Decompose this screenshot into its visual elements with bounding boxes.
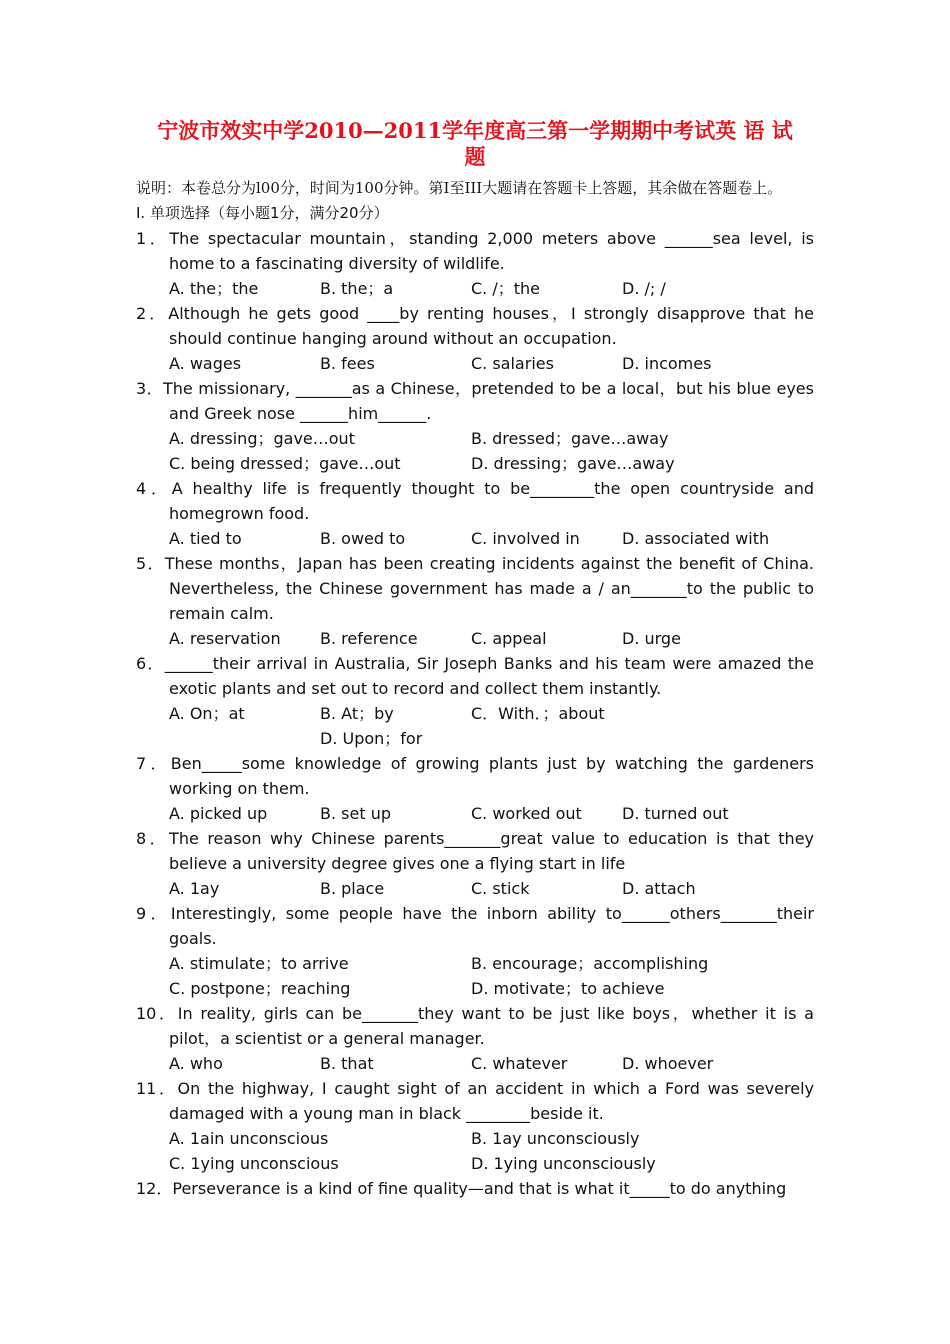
- options-row: [136, 1051, 814, 1076]
- option-b: B. 1ay unconsciously: [471, 1129, 640, 1148]
- question-6: [136, 651, 814, 751]
- question-stem: 11．On the highway, I caught sight of an accident in which a Ford was severely damaged with a young man in black ________beside it.: [136, 1079, 814, 1123]
- option-c: C. postpone；reaching: [169, 979, 351, 998]
- options-row: [169, 726, 814, 751]
- title-line-1: 宁波市效实中学2010—2011学年度高三第一学期期中考试英 语 试: [157, 118, 793, 143]
- question-9: [136, 901, 814, 1001]
- question-stem: 1．The spectacular mountain，standing 2,000 meters above ______sea level, is home to a fascinating diversity of wildlife.: [136, 229, 814, 273]
- option-c: C. /；the: [471, 279, 540, 298]
- question-4: [136, 476, 814, 551]
- title-line-2: 题: [464, 144, 486, 169]
- question-stem: 7．Ben_____some knowledge of growing plants just by watching the gardeners working on them.: [136, 754, 814, 798]
- option-d: D. whoever: [622, 1054, 714, 1073]
- question-11: [136, 1076, 814, 1176]
- option-c: C. being dressed；gave…out: [169, 454, 401, 473]
- question-12: [136, 1176, 814, 1201]
- options-row: [169, 701, 814, 726]
- option-a: A. tied to: [169, 529, 242, 548]
- option-a: A. stimulate；to arrive: [169, 954, 349, 973]
- option-a: A. 1ain unconscious: [169, 1129, 329, 1148]
- option-d: D. 1ying unconsciously: [471, 1154, 656, 1173]
- option-b: B. At；by: [320, 704, 394, 723]
- option-d: D. incomes: [622, 354, 712, 373]
- option-c: C. worked out: [471, 804, 582, 823]
- question-stem: 4．A healthy life is frequently thought to be________the open countryside and homegrown food.: [136, 479, 815, 523]
- options-row: [136, 526, 814, 551]
- option-b: B. place: [320, 879, 385, 898]
- option-c: C. involved in: [471, 529, 580, 548]
- options-row: [136, 801, 814, 826]
- options-row: [136, 976, 814, 1001]
- question-stem: 8．The reason why Chinese parents_______great value to education is that they believe a university degree gives one a flying start in life: [136, 829, 814, 873]
- question-stem: 5．These months，Japan has been creating incidents against the benefit of China. Nevertheless, the Chinese government has made a / an_______to the public to remain calm.: [136, 554, 814, 623]
- question-8: [136, 826, 814, 901]
- question-stem: 2．Although he gets good ____by renting houses，I strongly disapprove that he should continue hanging around without an occupation.: [136, 304, 814, 348]
- question-5: [136, 551, 814, 651]
- option-d: D. /; /: [622, 279, 666, 298]
- option-c: C. whatever: [471, 1054, 568, 1073]
- question-stem: 9．Interestingly, some people have the inborn ability to______others_______their goals.: [136, 904, 814, 948]
- option-a: A. the；the: [169, 279, 259, 298]
- options-row: [136, 426, 814, 451]
- option-a: A. On；at: [169, 704, 245, 723]
- option-d: D. turned out: [622, 804, 729, 823]
- option-d: D. motivate；to achieve: [471, 979, 665, 998]
- option-d: D. Upon；for: [320, 729, 423, 748]
- options-row: [136, 876, 814, 901]
- options-row: [136, 1126, 814, 1151]
- question-stem: 12．Perseverance is a kind of fine quality—and that is what it_____to do anything: [136, 1179, 787, 1198]
- option-a: A. picked up: [169, 804, 268, 823]
- option-b: B. dressed；gave…away: [471, 429, 669, 448]
- section-title: I. 单项选择（每小题1分，满分20分）: [136, 204, 389, 222]
- options-row: [136, 626, 814, 651]
- option-c: C．With．；about: [471, 704, 605, 723]
- option-d: D. attach: [622, 879, 696, 898]
- question-7: [136, 751, 814, 826]
- option-a: A. reservation: [169, 629, 281, 648]
- question-stem: 6．______their arrival in Australia, Sir Joseph Banks and his team were amazed the exotic plants and set out to record and collect them instantly.: [136, 654, 814, 698]
- options-row: [136, 951, 814, 976]
- option-c: C. stick: [471, 879, 530, 898]
- option-c: C. appeal: [471, 629, 547, 648]
- option-a: A. 1ay: [169, 879, 220, 898]
- options-block: [136, 701, 814, 751]
- exam-title: [136, 118, 814, 170]
- option-b: B. fees: [320, 354, 375, 373]
- question-10: [136, 1001, 814, 1076]
- option-d: D. dressing；gave…away: [471, 454, 675, 473]
- option-a: A. wages: [169, 354, 242, 373]
- question-1: [136, 226, 814, 301]
- option-b: B. that: [320, 1054, 374, 1073]
- option-c: C. 1ying unconscious: [169, 1154, 339, 1173]
- option-b: B. set up: [320, 804, 391, 823]
- option-d: D. urge: [622, 629, 681, 648]
- exam-page: [136, 118, 814, 1201]
- option-a: A. who: [169, 1054, 223, 1073]
- options-row: [136, 451, 814, 476]
- option-d: D. associated with: [622, 529, 770, 548]
- option-b: B. reference: [320, 629, 418, 648]
- options-row: [136, 1151, 814, 1176]
- options-row: [136, 276, 814, 301]
- option-b: B. owed to: [320, 529, 406, 548]
- options-row: [136, 351, 814, 376]
- question-2: [136, 301, 814, 376]
- question-stem: 3．The missionary, _______as a Chinese，pretended to be a local，but his blue eyes and Greek nose ______him______.: [136, 379, 814, 423]
- option-b: B. the；a: [320, 279, 394, 298]
- option-c: C. salaries: [471, 354, 554, 373]
- question-3: [136, 376, 814, 476]
- option-a: A. dressing；gave…out: [169, 429, 355, 448]
- instructions-note: 说明：本卷总分为l00分，时间为100分钟。第Ⅰ至III大题请在答题卡上答题，其余做在答题卷上。: [136, 179, 783, 197]
- question-stem: 10．In reality, girls can be_______they want to be just like boys，whether it is a pilot，a scientist or a general manager.: [136, 1004, 814, 1048]
- option-b: B. encourage；accomplishing: [471, 954, 709, 973]
